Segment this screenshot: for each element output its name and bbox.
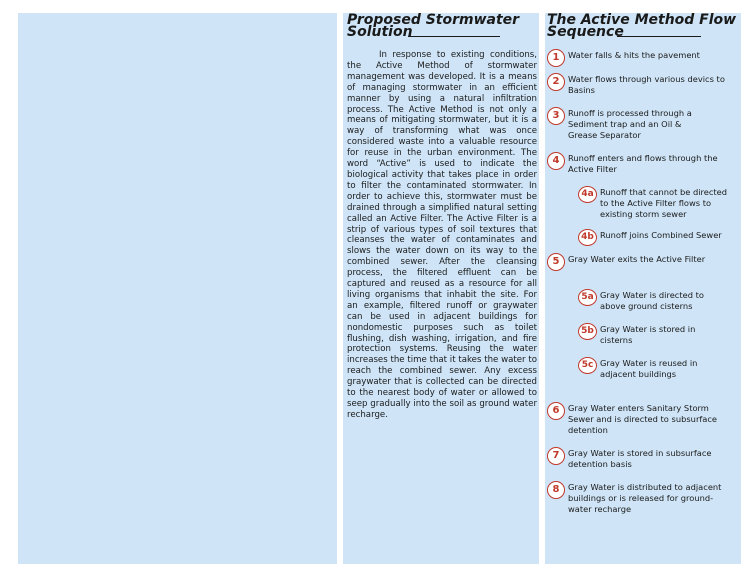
- flow-step: [547, 402, 737, 436]
- step-number-badge: 5b: [578, 323, 597, 340]
- step-text: Gray Water is directed to above ground cisterns: [600, 290, 704, 311]
- step-text: Runoff enters and flows through the Active Filter: [568, 153, 718, 174]
- step-number-badge: 5: [547, 253, 565, 271]
- flow-step: [578, 186, 738, 220]
- blank-panel-left: [18, 13, 337, 564]
- step-number-badge: 5a: [578, 289, 597, 306]
- step-number-badge: 4: [547, 152, 565, 170]
- flow-step: [547, 107, 737, 141]
- step-number-badge: 4b: [578, 229, 597, 246]
- step-text: Gray Water is distributed to adjacent buildings or is released for ground-water recharge: [568, 482, 722, 514]
- flow-step: [578, 323, 738, 346]
- step-text: Gray Water is stored in subsurface detention basis: [568, 448, 712, 469]
- flow-step: [547, 49, 737, 67]
- flow-sequence-title-line2: Sequence: [547, 24, 624, 40]
- proposed-solution-title-line2: Solution: [347, 24, 413, 40]
- flow-step: [578, 229, 738, 246]
- step-text: Gray Water is stored in cisterns: [600, 324, 696, 345]
- step-text: Gray Water exits the Active Filter: [568, 254, 706, 264]
- proposed-solution-title-line1: Proposed Stormwater: [347, 12, 520, 28]
- step-text: Water flows through various devics to Basins: [568, 74, 725, 95]
- step-text: Water falls & hits the pavement: [568, 50, 700, 60]
- step-text: Runoff joins Combined Sewer: [600, 230, 722, 240]
- step-text: Gray Water is reused in adjacent buildings: [600, 358, 698, 379]
- flow-step: [578, 357, 738, 380]
- flow-sequence-title: [547, 14, 741, 38]
- step-number-badge: 4a: [578, 186, 597, 203]
- flow-step: [578, 289, 738, 312]
- step-text: Runoff is processed through a Sediment trap and an Oil & Grease Separator: [568, 108, 692, 140]
- flow-step: [547, 481, 737, 515]
- flow-step: [547, 73, 737, 96]
- step-number-badge: 2: [547, 73, 565, 91]
- flow-step: [547, 152, 737, 175]
- step-number-badge: 7: [547, 447, 565, 465]
- title-underline: [408, 36, 500, 37]
- step-number-badge: 6: [547, 402, 565, 420]
- step-number-badge: 8: [547, 481, 565, 499]
- step-number-badge: 1: [547, 49, 565, 67]
- step-number-badge: 5c: [578, 357, 597, 374]
- proposed-solution-body: In response to existing conditions, the Active Method of stormwater management was developed. It is a means of managing stormwater in an efficient manner by using a natural infiltration process. The Active Method is not only a means of mitigating stormwater, but it is a way of transforming what was once considered waste into a valuable resource for reuse in the urban environment. The word “Active” is used to indicate the biological activity that takes place in order to filter the contaminated stormwater. In order to achieve this, stormwater must be drained through a simplified natural setting called an Active Filter. The Active Filter is a strip of various types of soil textures that cleanses the water of contaminates and slows the water down on its way to the combined sewer. After the cleansing process, the filtered effluent can be captured and reused as a resource for all living organisms that inhabit the site. For an example, filtered runoff or graywater can be used in adjacent buildings for nondomestic purposes such as toilet flushing, dish washing, irrigation, and fire protection systems. Reusing the water increases the time that it takes the water to reach the combined sewer. Any excess graywater that is collected can be directed to the nearest body of water or allowed to seep gradually into the soil as ground water recharge.: [347, 50, 537, 420]
- flow-step: [547, 253, 737, 271]
- title-underline: [617, 36, 701, 37]
- proposed-solution-title: [347, 14, 537, 38]
- step-number-badge: 3: [547, 107, 565, 125]
- step-text: Runoff that cannot be directed to the Active Filter flows to existing storm sewer: [600, 187, 728, 219]
- flow-sequence-title-line1: The Active Method Flow: [547, 12, 737, 28]
- flow-step: [547, 447, 737, 470]
- step-text: Gray Water enters Sanitary Storm Sewer and is directed to subsurface detention: [568, 403, 718, 435]
